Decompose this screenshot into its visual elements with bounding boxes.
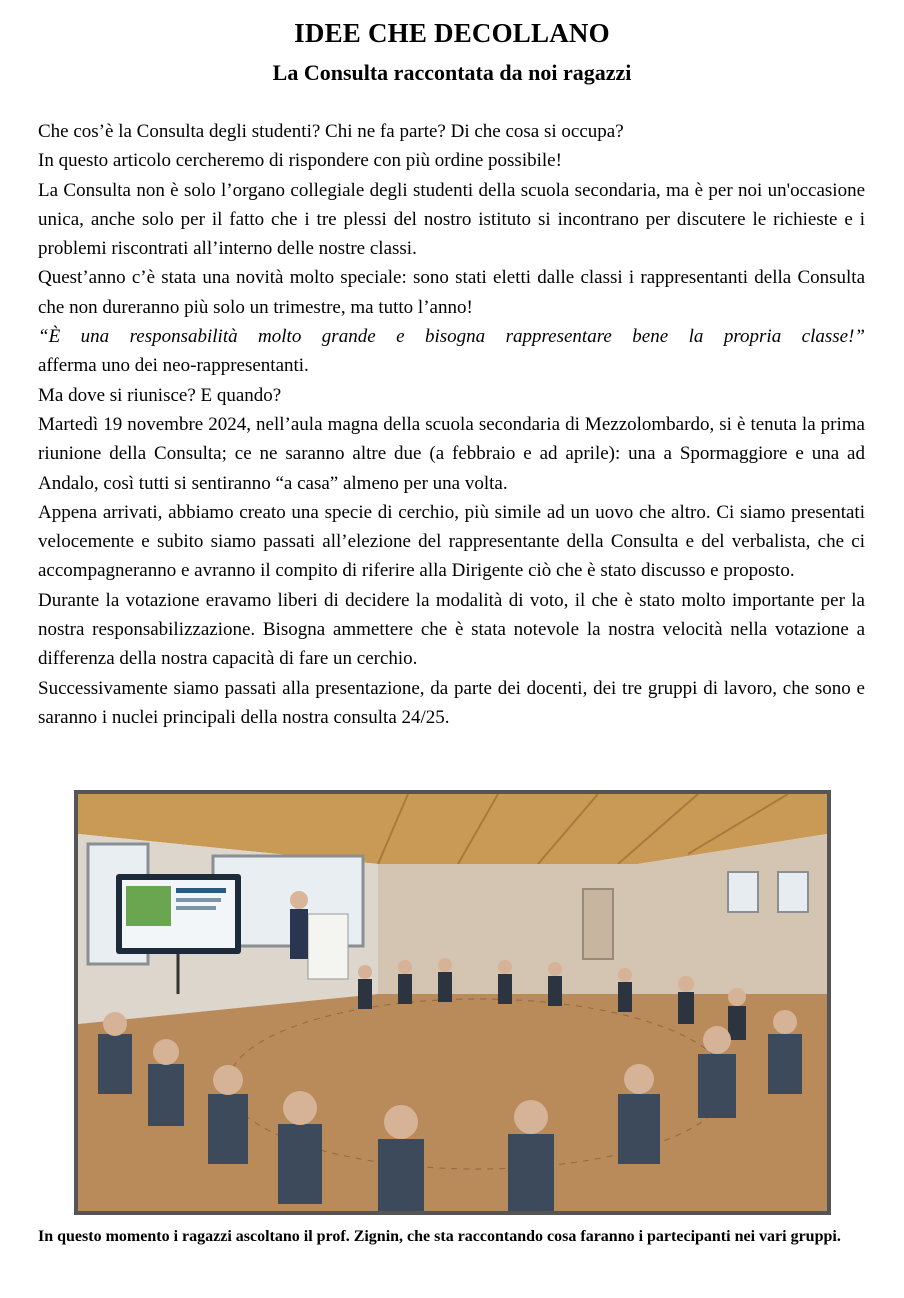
student-quote: “È una responsabilità molto grande e bisogna rappresentare bene la propria classe!” <box>38 326 865 348</box>
teacher <box>290 909 308 959</box>
meeting-photo <box>74 790 831 1215</box>
paragraph-first-meeting: Martedì 19 novembre 2024, nell’aula magna della scuola secondaria di Mezzolombardo, si è tenuta la prima riunione della Consulta; ce ne saranno altre due (a febbraio e ad aprile): una a Spormaggiore e una ad Andalo, così tutti si sentiranno “a casa” almeno per una volta. <box>38 413 865 494</box>
photo-caption: In questo momento i ragazzi ascoltano il prof. Zignin, che sta raccontando cosa faranno i partecipanti nei vari gruppi. <box>38 1228 841 1245</box>
paragraph-circle: Appena arrivati, abbiamo creato una specie di cerchio, più simile ad un uovo che altro. Ci siamo presentati velocemente e subito siamo passati all’elezione del rappresentante della Consulta e del verbalista, che ci accompagneranno e avranno il compito di riferire alla Dirigente ciò che è stato discusso e proposto. <box>38 501 865 582</box>
paragraph-intro-aim: In questo articolo cercheremo di rispondere con più ordine possibile! <box>38 150 562 172</box>
flip-chart <box>308 914 348 979</box>
article-subtitle: La Consulta raccontata da noi ragazzi <box>272 60 632 85</box>
quote-attribution: afferma uno dei neo-rappresentanti. <box>38 355 309 377</box>
paragraph-novelty: Quest’anno c’è stata una novità molto speciale: sono stati eletti dalle classi i rappresentanti della Consulta che non dureranno più solo un trimestre, ma tutto l’anno! <box>38 267 865 318</box>
slide-image <box>126 886 171 926</box>
paragraph-voting: Durante la votazione eravamo liberi di decidere la modalità di voto, il che è stato molto importante per la nostra responsabilizzazione. Bisogna ammettere che è stata notevole la nostra velocità nella votazione a differenza della nostra capacità di fare un cerchio. <box>38 589 865 670</box>
classroom-illustration <box>78 794 827 1211</box>
paragraph-intro-questions: Che cos’è la Consulta degli studenti? Chi ne fa parte? Di che cosa si occupa? <box>38 121 624 142</box>
paragraph-working-groups: Successivamente siamo passati alla presentazione, da parte dei docenti, dei tre gruppi di lavoro, che sono e saranno i nuclei principali della nostra consulta 24/25. <box>38 677 865 728</box>
window-back-2 <box>778 872 808 912</box>
paragraph-consulta-definition: La Consulta non è solo l’organo collegiale degli studenti della scuola secondaria, ma è per noi un'occasione unica, anche solo per il fatto che i tre plessi del nostro istituto si incontrano per discutere le richieste e i problemi riscontrati all’interno delle nostre classi. <box>38 179 865 260</box>
door <box>583 889 613 959</box>
article-title: IDEE CHE DECOLLANO <box>294 18 610 48</box>
paragraph-where-when: Ma dove si riunisce? E quando? <box>38 384 282 406</box>
window-back-1 <box>728 872 758 912</box>
article-body <box>38 117 865 732</box>
